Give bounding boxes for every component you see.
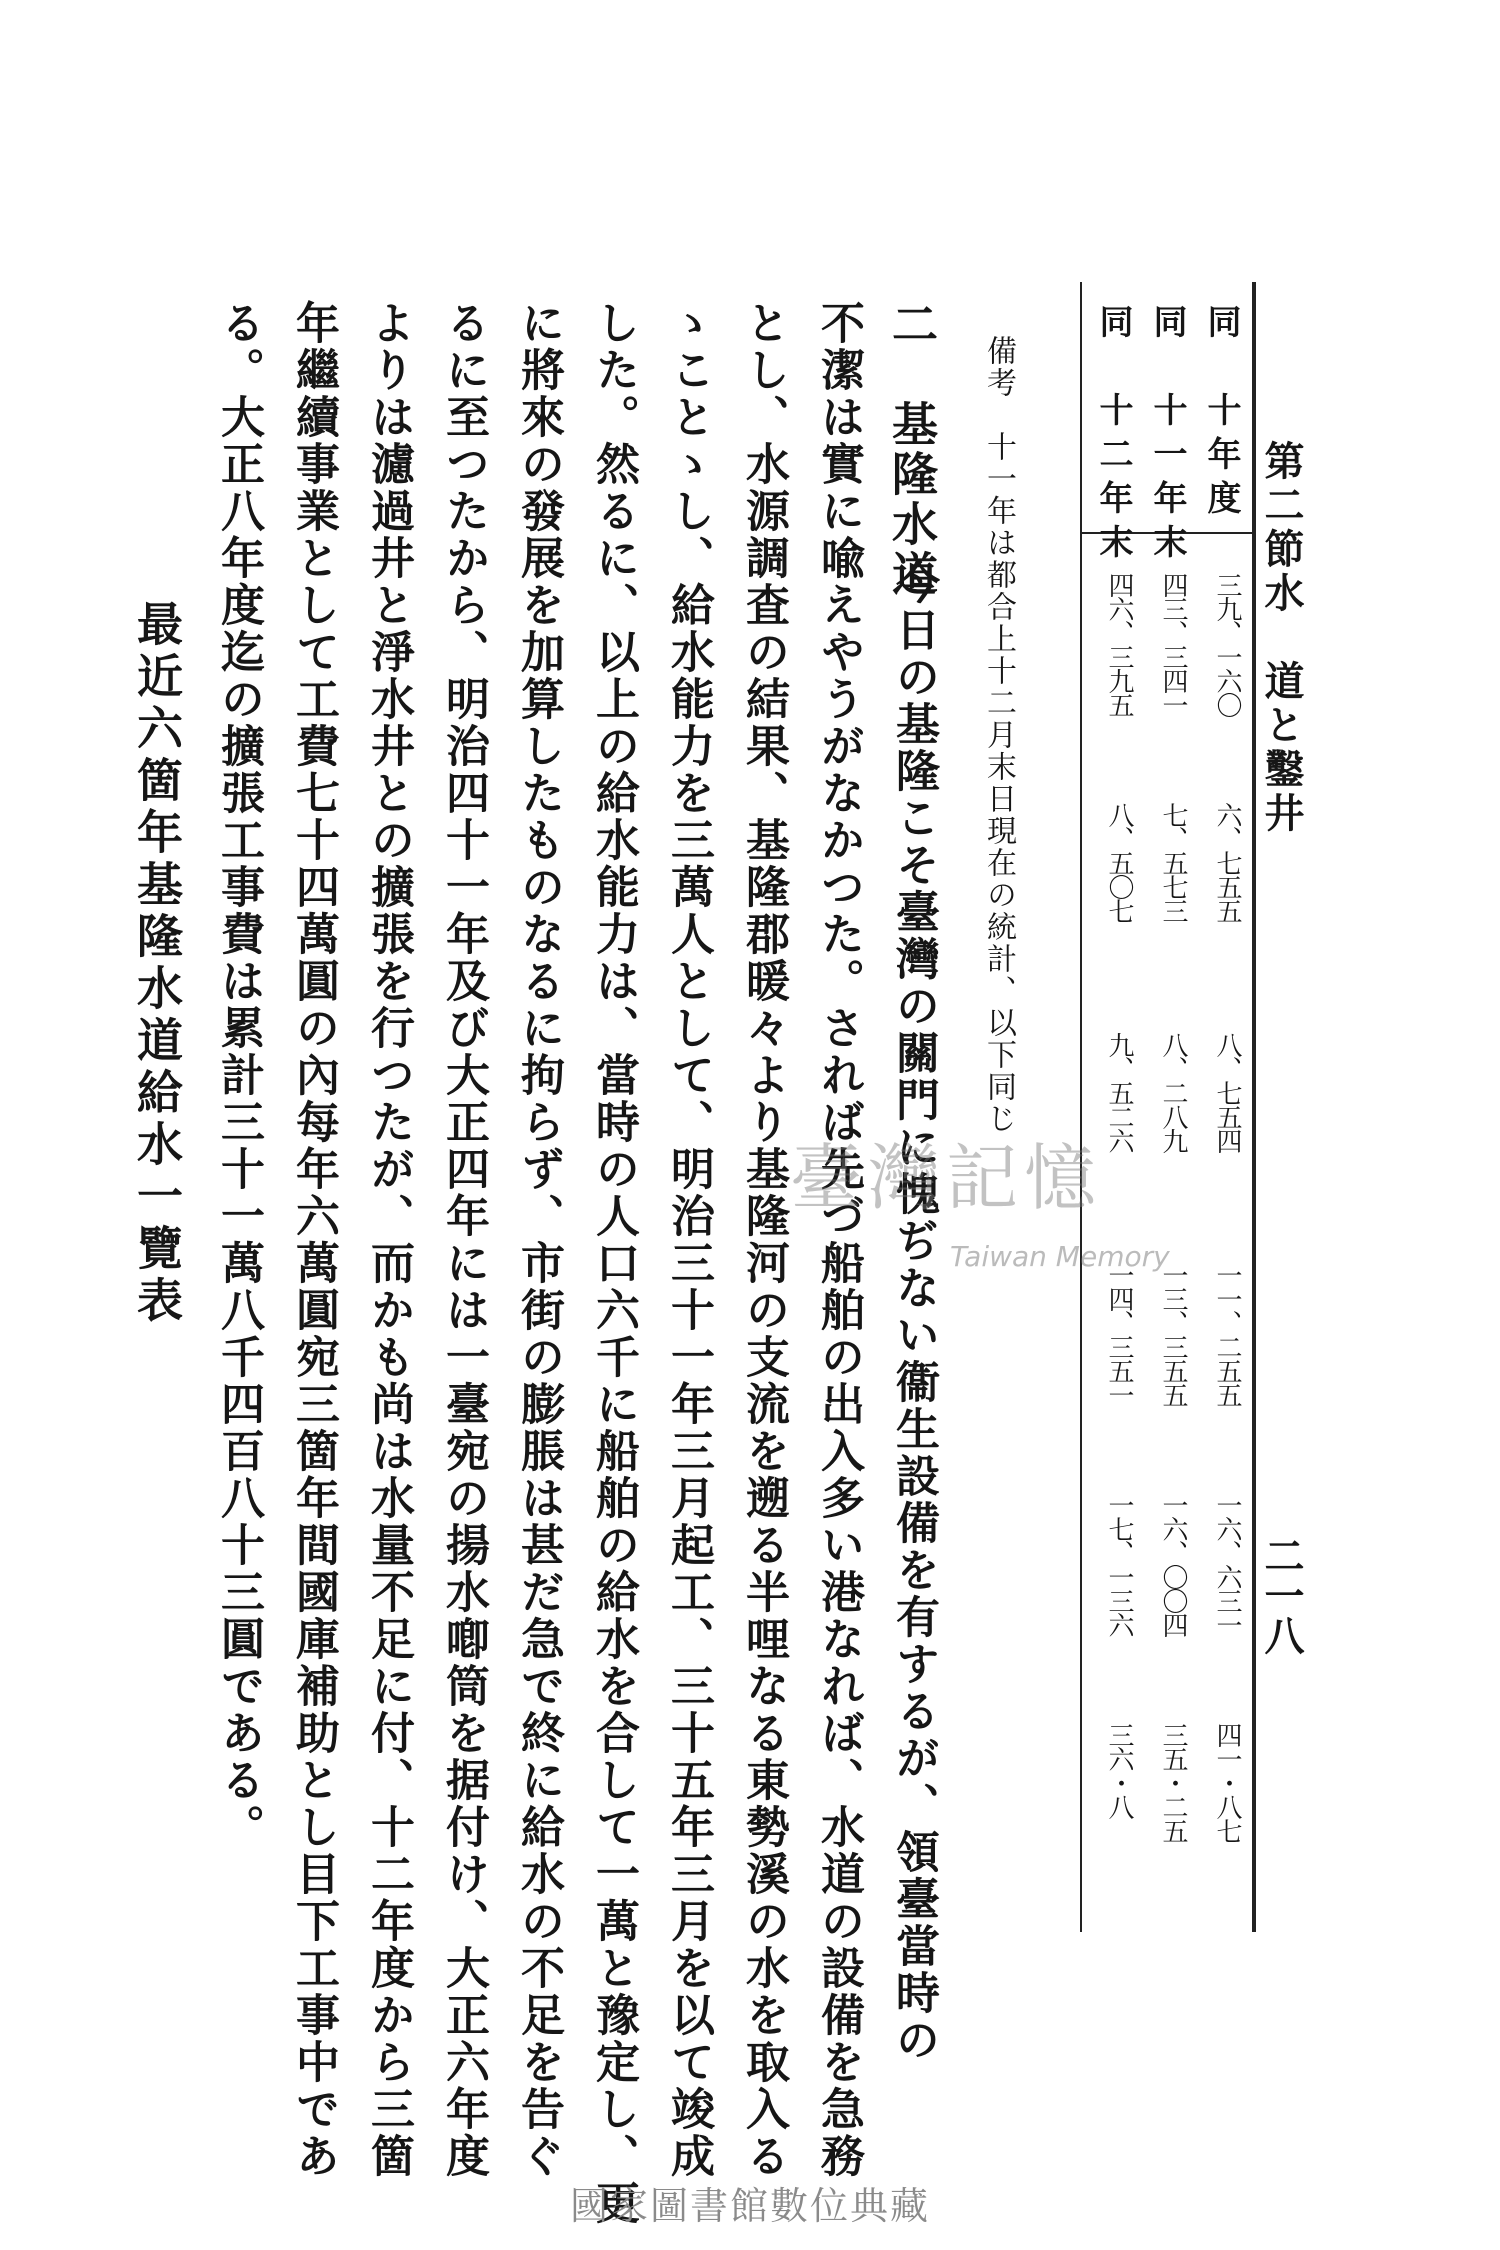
footer-credit: 國家圖書館數位典藏: [569, 2184, 930, 2228]
statistics-table: [1080, 282, 1256, 1932]
body-line: よりは濾過井と淨水井との擴張を行つたが、而かも尚は水量不足に付、十二年度から三箇: [363, 300, 414, 2180]
table-cell: 四一・八七: [1212, 1722, 1242, 1842]
body-line: とし、水源調査の結果、基隆郡暖々より基隆河の支流を遡る半哩なる東勢溪の水を取入る: [738, 300, 789, 2180]
table-cell: 七、五七三: [1158, 802, 1188, 922]
table-cell: 一一、二五五: [1212, 1262, 1242, 1406]
body-line: るに至つたから、明治四十一年及び大正四年には一臺宛の揚水喞筒を据付け、大正六年度: [438, 300, 489, 2180]
table-cell: 六、七五五: [1212, 802, 1242, 922]
page-number: 二一八: [1258, 1535, 1305, 1655]
row-label: 同 十年度: [1201, 304, 1241, 524]
table-cell: 八、二八九: [1158, 1032, 1188, 1152]
table-cell: 三五・二五: [1158, 1722, 1188, 1842]
section-title: 二 基隆水道: [885, 300, 939, 600]
table-cell: 一七、一三六: [1104, 1492, 1134, 1636]
body-line: 年繼續事業として工費七十四萬圓の內每年六萬圓宛三箇年間國庫補助とし目下工事中であ: [288, 300, 339, 2180]
table-cell: 一三、三五五: [1158, 1262, 1188, 1406]
body-line: した。然るに、以上の給水能力は、當時の人口六千に船舶の給水を合して一萬と豫定し、更: [588, 300, 639, 2227]
table-cell: 九、五二六: [1104, 1032, 1134, 1152]
table-cell: 四六、三九五: [1104, 572, 1134, 716]
watermark-logo: 臺灣記憶: [790, 1136, 1103, 1220]
row-label: 同 十二年末: [1093, 304, 1133, 568]
table-note: 備考 十一年は都合上十二月末日現在の統計、以下同じ: [981, 335, 1016, 1135]
body-line: 不潔は實に喩えやうがなかつた。されば先づ船舶の出入多い港なれば、水道の設備を急務: [813, 300, 864, 2180]
table-cell: 一四、三五一: [1104, 1262, 1134, 1406]
body-line: ゝことゝし、給水能力を三萬人として、明治三十一年三月起工、三十五年三月を以て竣成: [663, 300, 714, 2180]
table-cell: 一六、〇〇四: [1158, 1492, 1188, 1636]
running-header-section: 第二節水 道と鑿井: [1258, 440, 1305, 836]
table-cell: 三九、一六〇: [1212, 572, 1242, 716]
table-cell: 八、五〇七: [1104, 802, 1134, 922]
table-caption: 最近六箇年基隆水道給水一覽表: [130, 600, 184, 1328]
table-cell: 八、七五四: [1212, 1032, 1242, 1152]
table-cell: 三六・八: [1104, 1722, 1134, 1818]
body-line: に將來の發展を加算したものなるに拘らず、市街の膨脹は甚だ急で終に給水の不足を告ぐ: [513, 300, 564, 2180]
table-row: [1082, 282, 1138, 1932]
table-row: [1190, 282, 1246, 1932]
row-label: 同 十一年末: [1147, 304, 1187, 568]
watermark-english: Taiwan Memory: [950, 1240, 1170, 1273]
body-line: 今日の基隆こそ臺灣の關門に愧ぢない衞生設備を有するが、領臺當時の: [888, 560, 939, 2064]
table-row: [1136, 282, 1192, 1932]
table-cell: 四三、三四一: [1158, 572, 1188, 716]
table-cell: 一六、六三一: [1212, 1492, 1242, 1636]
body-line: る。大正八年度迄の擴張工事費は累計三十一萬八千四百八十三圓である。: [213, 300, 264, 1851]
